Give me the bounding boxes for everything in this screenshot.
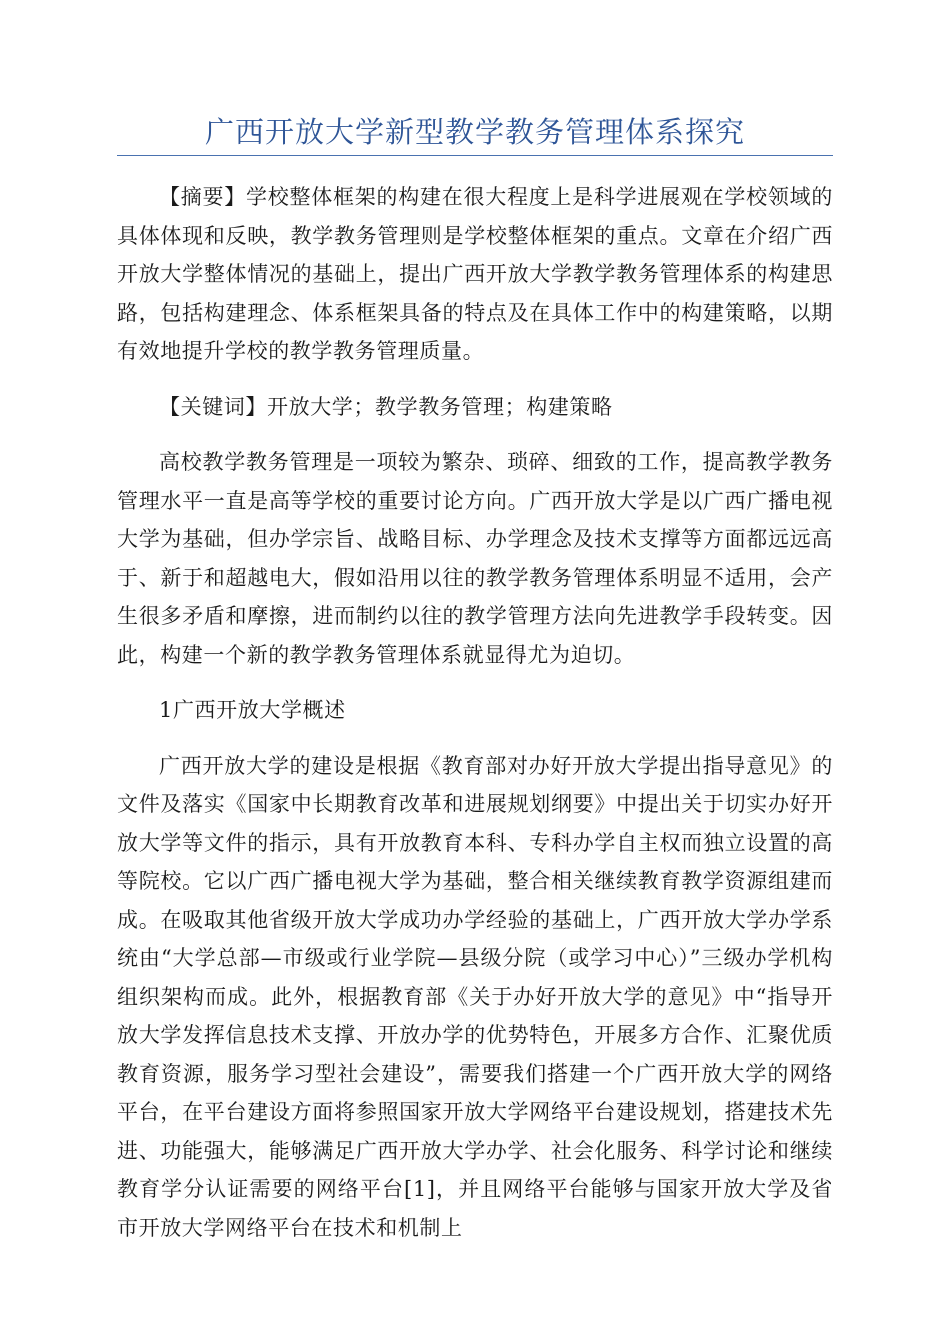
intro-paragraph: 高校教学教务管理是一项较为繁杂、琐碎、细致的工作，提高教学教务管理水平一直是高等学校的重要讨论方向。广西开放大学是以广西广播电视大学为基础，但办学宗旨、战略目标、办学理念及技术支撑等方面都远远高于、新于和超越电大，假如沿用以往的教学教务管理体系明显不适用，会产生很多矛盾和摩擦，进而制约以往的教学管理方法向先进教学手段转变。因此，构建一个新的教学教务管理体系就显得尤为迫切。 (117, 450, 833, 667)
section-paragraph: 广西开放大学的建设是根据《教育部对办好开放大学提出指导意见》的文件及落实《国家中长期教育改革和进展规划纲要》中提出关于切实办好开放大学等文件的指示，具有开放教育本科、专科办学自主权而独立设置的高等院校。它以广西广播电视大学为基础，整合相关继续教育教学资源组建而成。在吸取其他省级开放大学成功办学经验的基础上，广西开放大学办学系统由“大学总部—市级或行业学院—县级分院（或学习中心）”三级办学机构组织架构而成。此外，根据教育部《关于办好开放大学的意见》中“指导开放大学发挥信息技术支撑、开放办学的优势特色，开展多方合作、汇聚优质教育资源，服务学习型社会建设”，需要我们搭建一个广西开放大学的网络平台，在平台建设方面将参照国家开放大学网络平台建设规划，搭建技术先进、功能强大，能够满足广西开放大学办学、社会化服务、科学讨论和继续教育学分认证需要的网络平台[1]，并且网络平台能够与国家开放大学及省市开放大学网络平台在技术和机制上 (117, 753, 833, 1240)
document-title: 广西开放大学新型教学教务管理体系探究 (204, 115, 745, 149)
keywords-paragraph: 【关键词】开放大学；教学教务管理；构建策略 (159, 394, 613, 419)
document-body (117, 178, 833, 1264)
section-heading: 1广西开放大学概述 (159, 698, 346, 722)
abstract-paragraph: 【摘要】学校整体框架的构建在很大程度上是科学进展观在学校领域的具体体现和反映，教学教务管理则是学校整体框架的重点。文章在介绍广西开放大学整体情况的基础上，提出广西开放大学教学教务管理体系的构建思路，包括构建理念、体系框架具备的特点及在具体工作中的构建策略，以期有效地提升学校的教学教务管理质量。 (117, 185, 833, 363)
title-underline (117, 155, 833, 156)
